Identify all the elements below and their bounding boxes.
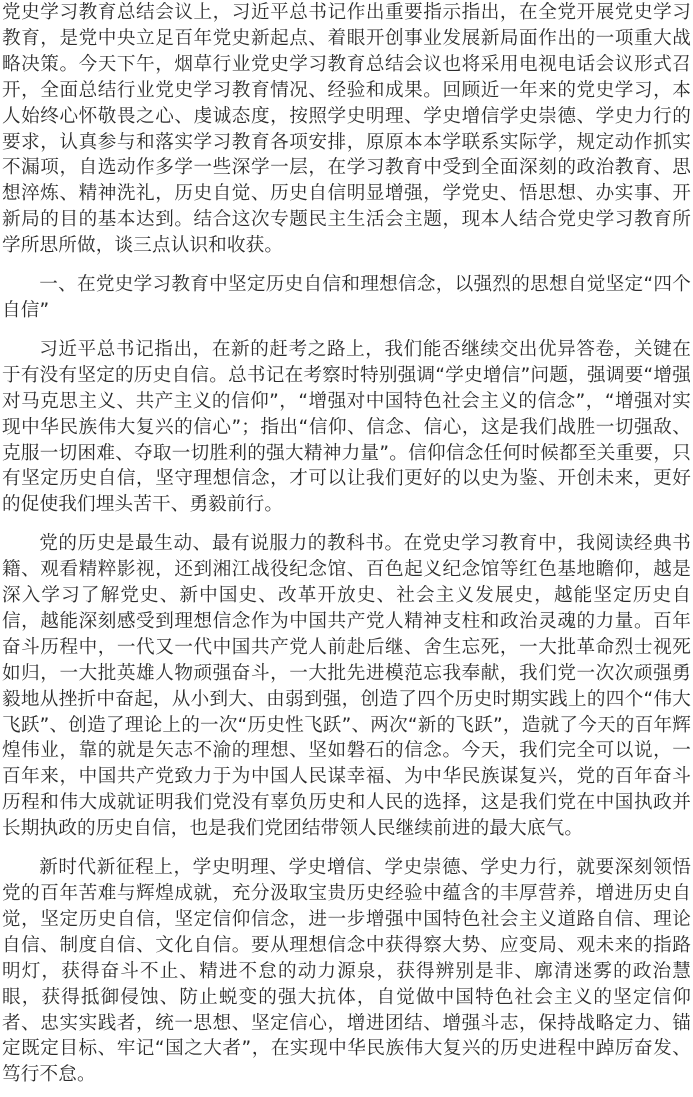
body-paragraph-4: 新时代新征程上，学史明理、学史增信、学史崇德、学史力行，就要深刻领悟党的百年苦难与辉煌成就，充分汲取宝贵历史经验中蕴含的丰厚营养，增进历史自觉，坚定历史自信，坚定信仰信念，进一步增强中国特色社会主义道路自信、理论自信、制度自信、文化自信。要从理想信念中获得察大势、应变局、观未来的指路明灯，获得奋斗不止、精进不怠的动力源泉，获得辨别是非、廓清迷雾的政治慧眼，获得抵御侵蚀、防止蜕变的强大抗体，自觉做中国特色社会主义的坚定信仰者、忠实实践者，统一思想、坚定信心，增进团结、增强斗志，保持战略定力、锚定既定目标、牢记“国之大者”，在实现中华民族伟大复兴的历史进程中踔厉奋发、笃行不怠。 (2, 857, 691, 1086)
intro-paragraph: 党史学习教育总结会议上，习近平总书记作出重要指示指出，在全党开展党史学习教育，是党中央立足百年党史新起点、着眼开创事业发展新局面作出的一项重大战略决策。今天下午，烟草行业党史学习教育总结会议也将采用电视电话会议形式召开，全面总结行业党史学习教育情况、经验和成果。回顾近一年来的党史学习，本人始终心怀敬畏之心、虔诚态度，按照学史明理、学史增信学史崇德、学史力行的要求，认真参与和落实学习教育各项安排，原原本本学联系实际学，规定动作抓实不漏项，自选动作多学一些深学一层，在学习教育中受到全面深刻的政治教育、思想淬炼、精神洗礼，历史自觉、历史自信明显增强，学党史、悟思想、办实事、开新局的目的基本达到。结合这次专题民主生活会主题，现本人结合党史学习教育所学所思所做，谈三点认识和收获。 (2, 2, 691, 257)
body-paragraph-3: 党的历史是最生动、最有说服力的教科书。在党史学习教育中，我阅读经典书籍、观看精粹影视，还到湘江战役纪念馆、百色起义纪念馆等红色基地瞻仰，越是深入学习了解党史、新中国史、改革开放史、社会主义发展史，越能坚定历史自信，越能深刻感受到理想信念作为中国共产党人精神支柱和政治灵魂的力量。百年奋斗历程中，一代又一代中国共产党人前赴后继、舍生忘死，一大批革命烈士视死如归，一大批英雄人物顽强奋斗，一大批先进模范忘我奉献，我们党一次次顽强勇毅地从挫折中奋起，从小到大、由弱到强，创造了四个历史时期实践上的四个“伟大飞跃”、创造了理论上的一次“历史性飞跃”、两次“新的飞跃”，造就了今天的百年辉煌伟业，靠的就是矢志不渝的理想、坚如磐石的信念。今天，我们完全可以说，一百年来，中国共产党致力于为中国人民谋幸福、为中华民族谋复兴，党的百年奋斗历程和伟大成就证明我们党没有辜负历史和人民的选择，这是我们党在中国执政并长期执政的历史自信，也是我们党团结带领人民继续前进的最大底气。 (2, 533, 691, 840)
document-page (2, 0, 691, 1088)
section-heading-1: 一、在党史学习教育中坚定历史自信和理想信念，以强烈的思想自觉坚定“四个自信” (2, 274, 691, 321)
body-paragraph-2: 习近平总书记指出，在新的赶考之路上，我们能否继续交出优异答卷，关键在于有没有坚定的历史自信。总书记在考察时特别强调“学史增信”问题，强调要“增强对马克思主义、共产主义的信仰”，“增强对中国特色社会主义的信念”，“增强对实现中华民族伟大复兴的信心”；指出“信仰、信念、信心，这是我们战胜一切强敌、克服一切困难、夺取一切胜利的强大精神力量”。信仰信念任何时候都至关重要，只有坚定历史自信，坚守理想信念，才可以让我们更好的以史为鉴、开创未来，更好的促使我们埋头苦干、勇毅前行。 (2, 338, 691, 516)
